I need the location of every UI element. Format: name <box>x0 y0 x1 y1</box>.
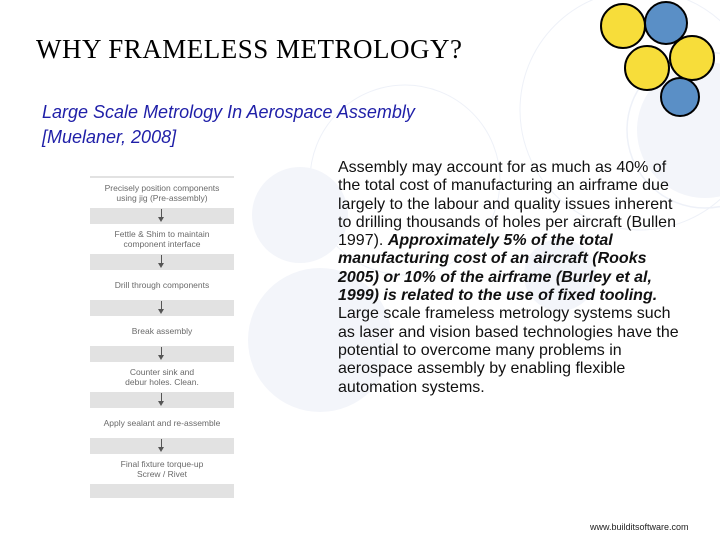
flow-step-line1: Final fixture torque-up <box>120 459 204 469</box>
subtitle-citation: [Muelaner, 2008] <box>42 127 177 147</box>
flow-arrow <box>160 301 163 315</box>
flow-step <box>90 454 234 484</box>
flow-arrow <box>160 255 163 269</box>
flow-step-line1: Fettle & Shim to maintain <box>114 229 210 239</box>
flow-step-line1: Apply sealant and re-assemble <box>103 418 221 428</box>
flow-step <box>90 224 234 254</box>
flow-arrow <box>160 209 163 223</box>
body-text-emphasis: Approximately 5% of the total manufacturing cost of an aircraft (Rooks 2005) or 10% of the airframe (Burley et al, 1999) is related to the use of fixed tooling. <box>338 232 658 305</box>
flow-step-line1: Drill through components <box>114 280 210 290</box>
flow-step-line2: Screw / Rivet <box>136 469 188 479</box>
slide-subtitle <box>42 100 602 150</box>
slide-title: WHY FRAMELESS METROLOGY? <box>36 34 463 64</box>
flow-arrow <box>160 347 163 361</box>
body-text-intro: Assembly may account for as much as 40% of the total cost of manufacturing an airframe due largely to the labour and quality issues inherent to drilling thousands of holes per aircraft (Bullen 1997). <box>338 159 676 250</box>
assembly-flowchart <box>90 176 234 498</box>
flow-step-line2: debur holes. Clean. <box>125 377 199 387</box>
flow-step <box>90 270 234 300</box>
flow-step <box>90 408 234 438</box>
flow-step-line1: Precisely position components <box>104 183 220 193</box>
subtitle-line: Large Scale Metrology In Aerospace Assembly <box>42 102 415 122</box>
decor-circle <box>252 167 348 263</box>
flow-step <box>90 362 234 392</box>
body-text <box>338 159 688 397</box>
flow-step-line1: Counter sink and <box>129 367 195 377</box>
flow-step-line1: Break assembly <box>131 326 193 336</box>
flow-step <box>90 316 234 346</box>
body-text-conclusion: Large scale frameless metrology systems such as laser and vision based technologies have the potential to overcome many problems in aerospace assembly by enabling flexible automation systems. <box>338 305 679 396</box>
flow-step <box>90 178 234 208</box>
flow-step-line2: using jig (Pre-assembly) <box>116 193 208 203</box>
flow-arrow <box>160 393 163 407</box>
footer-url: www.builditsoftware.com <box>590 522 689 532</box>
flow-step-line2: component interface <box>123 239 201 249</box>
flow-arrow <box>160 439 163 453</box>
